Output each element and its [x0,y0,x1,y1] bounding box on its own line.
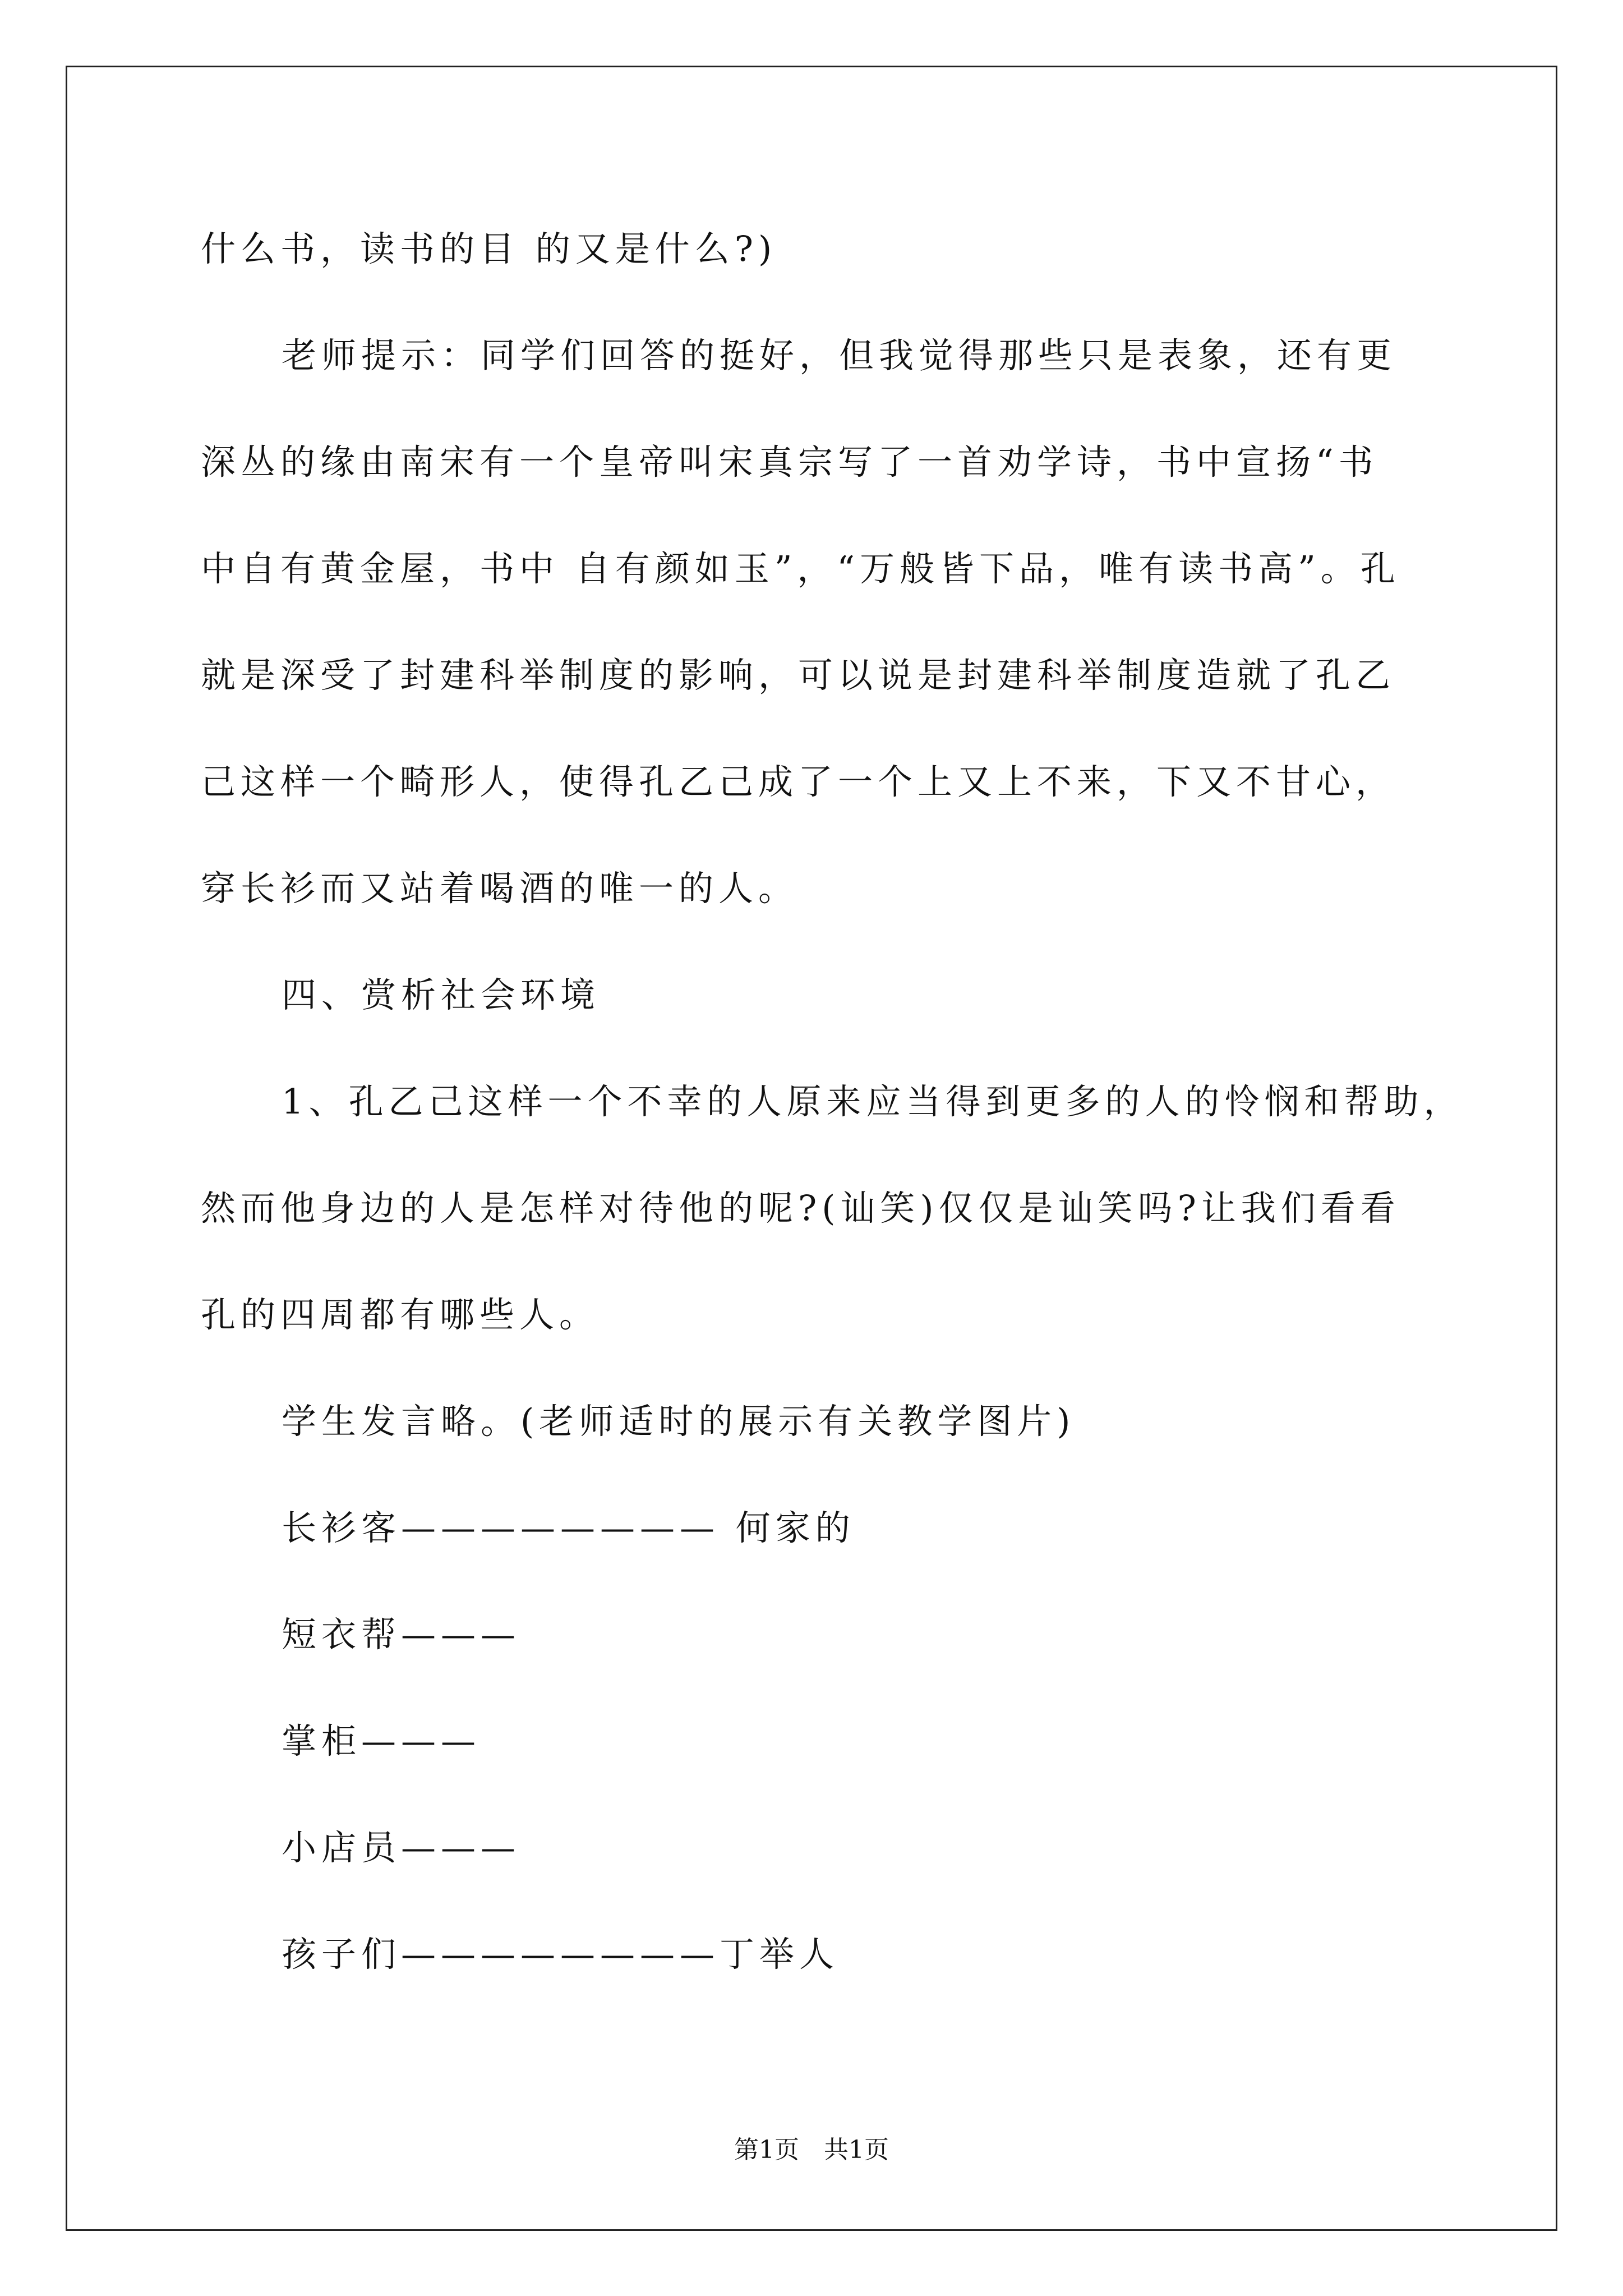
text-line-4: 中自有黄金屋，书中 自有颜如玉”，“万般皆下品，唯有读书高”。孔 [201,548,1400,589]
page-footer: 第1页 共1页 [734,2136,889,2164]
text-line-1: 什么书，读书的目 的又是什么?) [201,228,777,269]
text-line-3: 深丛的缘由南宋有一个皇帝叫宋真宗写了一首劝学诗，书中宣扬“书 [201,441,1378,482]
text-line-2: 老师提示：同学们回答的挺好，但我觉得那些只是表象，还有更 [282,335,1397,376]
character-line-duanyibang: 短衣帮——— [282,1614,521,1655]
text-line-5: 就是深受了封建科举制度的影响，可以说是封建科举制度造就了孔乙 [201,655,1396,696]
section-heading: 四、赏析社会环境 [282,974,601,1015]
character-line-zhanggui: 掌柜——— [282,1720,481,1761]
text-line-10: 然而他身边的人是怎样对待他的呢?(讪笑)仅仅是讪笑吗?让我们看看 [201,1188,1400,1228]
text-line-9: 1、孔乙己这样一个不幸的人原来应当得到更多的人的怜悯和帮助， [282,1081,1464,1122]
character-line-changshanke: 长衫客———————— 何家的 [282,1507,855,1548]
page-border [66,66,1557,2231]
text-line-11: 孔的四周都有哪些人。 [201,1294,600,1335]
text-line-6: 己这样一个畸形人，使得孔乙己成了一个上又上不来，下又不甘心， [201,761,1396,802]
text-line-12: 学生发言略。(老师适时的展示有关教学图片) [282,1401,1076,1442]
text-line-7: 穿长衫而又站着喝酒的唯一的人。 [201,868,799,909]
character-line-haizimen: 孩子们————————丁举人 [282,1934,840,1975]
character-line-xiaodianyuan: 小店员——— [282,1827,521,1868]
